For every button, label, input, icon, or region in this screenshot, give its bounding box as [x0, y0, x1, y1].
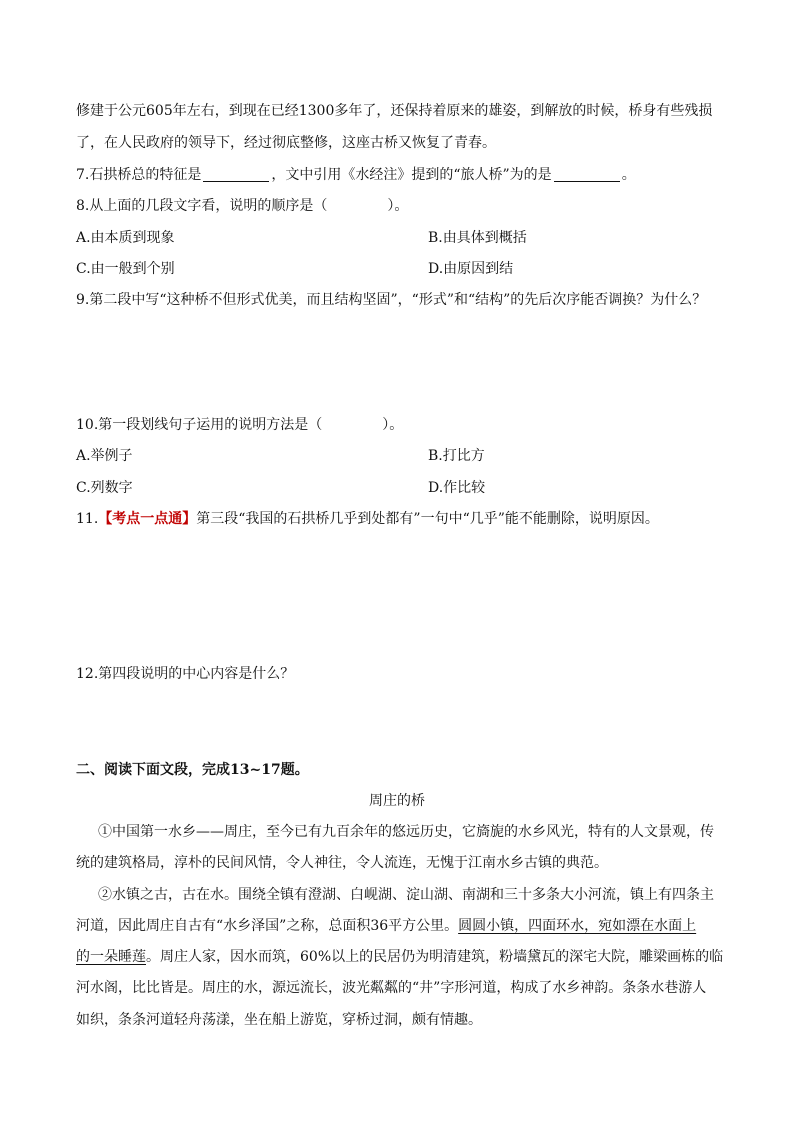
article-p2-line-3 — [76, 948, 723, 966]
question-9: 9.第二段中写“这种桥不但形式优美，而且结构坚固”，“形式”和“结构”的先后次序能否调换？为什么？ — [76, 292, 707, 308]
q7-text-part1: 7.石拱桥总的特征是 — [76, 167, 202, 183]
question-11 — [76, 510, 659, 528]
q7-answer-blank-1[interactable] — [203, 167, 269, 182]
p2-line3-text: 。周庄人家，因水而筑，60%以上的民居仍为明清建筑，粉墙黛瓦的深宅大院，雕梁画栋的临 — [146, 949, 724, 965]
article-p2-line-2 — [76, 917, 696, 935]
q8-stem-end: ）。 — [387, 198, 409, 214]
article-p2-line-5: 如织，条条河道轻舟荡漾，坐在船上游览，穿桥过洞，颇有情趣。 — [76, 1012, 482, 1028]
q10-options-row-2 — [76, 479, 486, 497]
underlined-sentence-part-2: 的一朵睡莲 — [76, 949, 146, 965]
q8-option-d: D.由原因到结 — [428, 261, 514, 277]
q10-option-a: A.举例子 — [76, 448, 133, 464]
passage-continuation-line-2: 了，在人民政府的领导下，经过彻底整修，这座古桥又恢复了青春。 — [76, 135, 496, 151]
q11-text: 第三段“我国的石拱桥几乎到处都有”一句中“几乎”能不能删除，说明原因。 — [196, 511, 659, 527]
q7-answer-blank-2[interactable] — [554, 167, 620, 182]
q10-option-b: B.打比方 — [428, 448, 485, 464]
q7-text-part2: ，文中引用《水经注》提到的“旅人桥”为的是 — [271, 167, 552, 183]
underlined-sentence-part-1: 圆圆小镇，四面环水，宛如漂在水面上 — [458, 918, 697, 934]
q11-tag-badge: 【考点一点通】 — [98, 511, 197, 527]
article-p2-line-1: ②水镇之古，古在水。围绕全镇有澄湖、白岘湖、淀山湖、南湖和三十多条大小河流，镇上有四条主 — [98, 887, 714, 903]
q10-stem-start: 10.第一段划线句子运用的说明方法是（ — [76, 417, 323, 433]
question-8 — [76, 197, 408, 215]
q11-number: 11. — [76, 511, 99, 527]
q8-options-row-1 — [76, 229, 527, 247]
q10-options-row-1 — [76, 447, 485, 465]
article-p1-line-2: 统的建筑格局，淳朴的民间风情，令人神往，令人流连，无愧于江南水乡古镇的典范。 — [76, 855, 608, 871]
q10-option-d: D.作比较 — [428, 480, 486, 496]
q8-option-a: A.由本质到现象 — [76, 230, 175, 246]
question-7 — [76, 166, 636, 184]
q8-option-b: B.由具体到概括 — [428, 230, 527, 246]
article-title: 周庄的桥 — [369, 793, 425, 809]
q10-option-c: C.列数字 — [76, 480, 133, 496]
article-p1-line-1: ①中国第一水乡——周庄，至今已有九百余年的悠远历史，它旖旎的水乡风光，特有的人文景观，传 — [98, 824, 714, 840]
section-2-heading: 二、阅读下面文段，完成13~17题。 — [76, 762, 309, 778]
q10-stem-end: ）。 — [382, 417, 404, 433]
article-p2-line-4: 河水阁，比比皆是。周庄的水，源远流长，波光粼粼的“井”字形河道，构成了水乡神韵。条条水巷游人 — [76, 980, 707, 996]
passage-continuation-line-1: 修建于公元605年左右，到现在已经1300多年了，还保持着原来的雄姿，到解放的时候，桥身有些残损 — [76, 103, 713, 119]
q7-text-part3: 。 — [621, 167, 636, 183]
p2-line2-text: 河道，因此周庄自古有“水乡泽国”之称，总面积36平方公里。 — [76, 918, 459, 934]
q8-options-row-2 — [76, 260, 514, 278]
q8-option-c: C.由一般到个别 — [76, 261, 175, 277]
question-10 — [76, 416, 403, 434]
q8-stem-start: 8.从上面的几段文字看，说明的顺序是（ — [76, 198, 328, 214]
question-12: 12.第四段说明的中心内容是什么？ — [76, 666, 295, 682]
